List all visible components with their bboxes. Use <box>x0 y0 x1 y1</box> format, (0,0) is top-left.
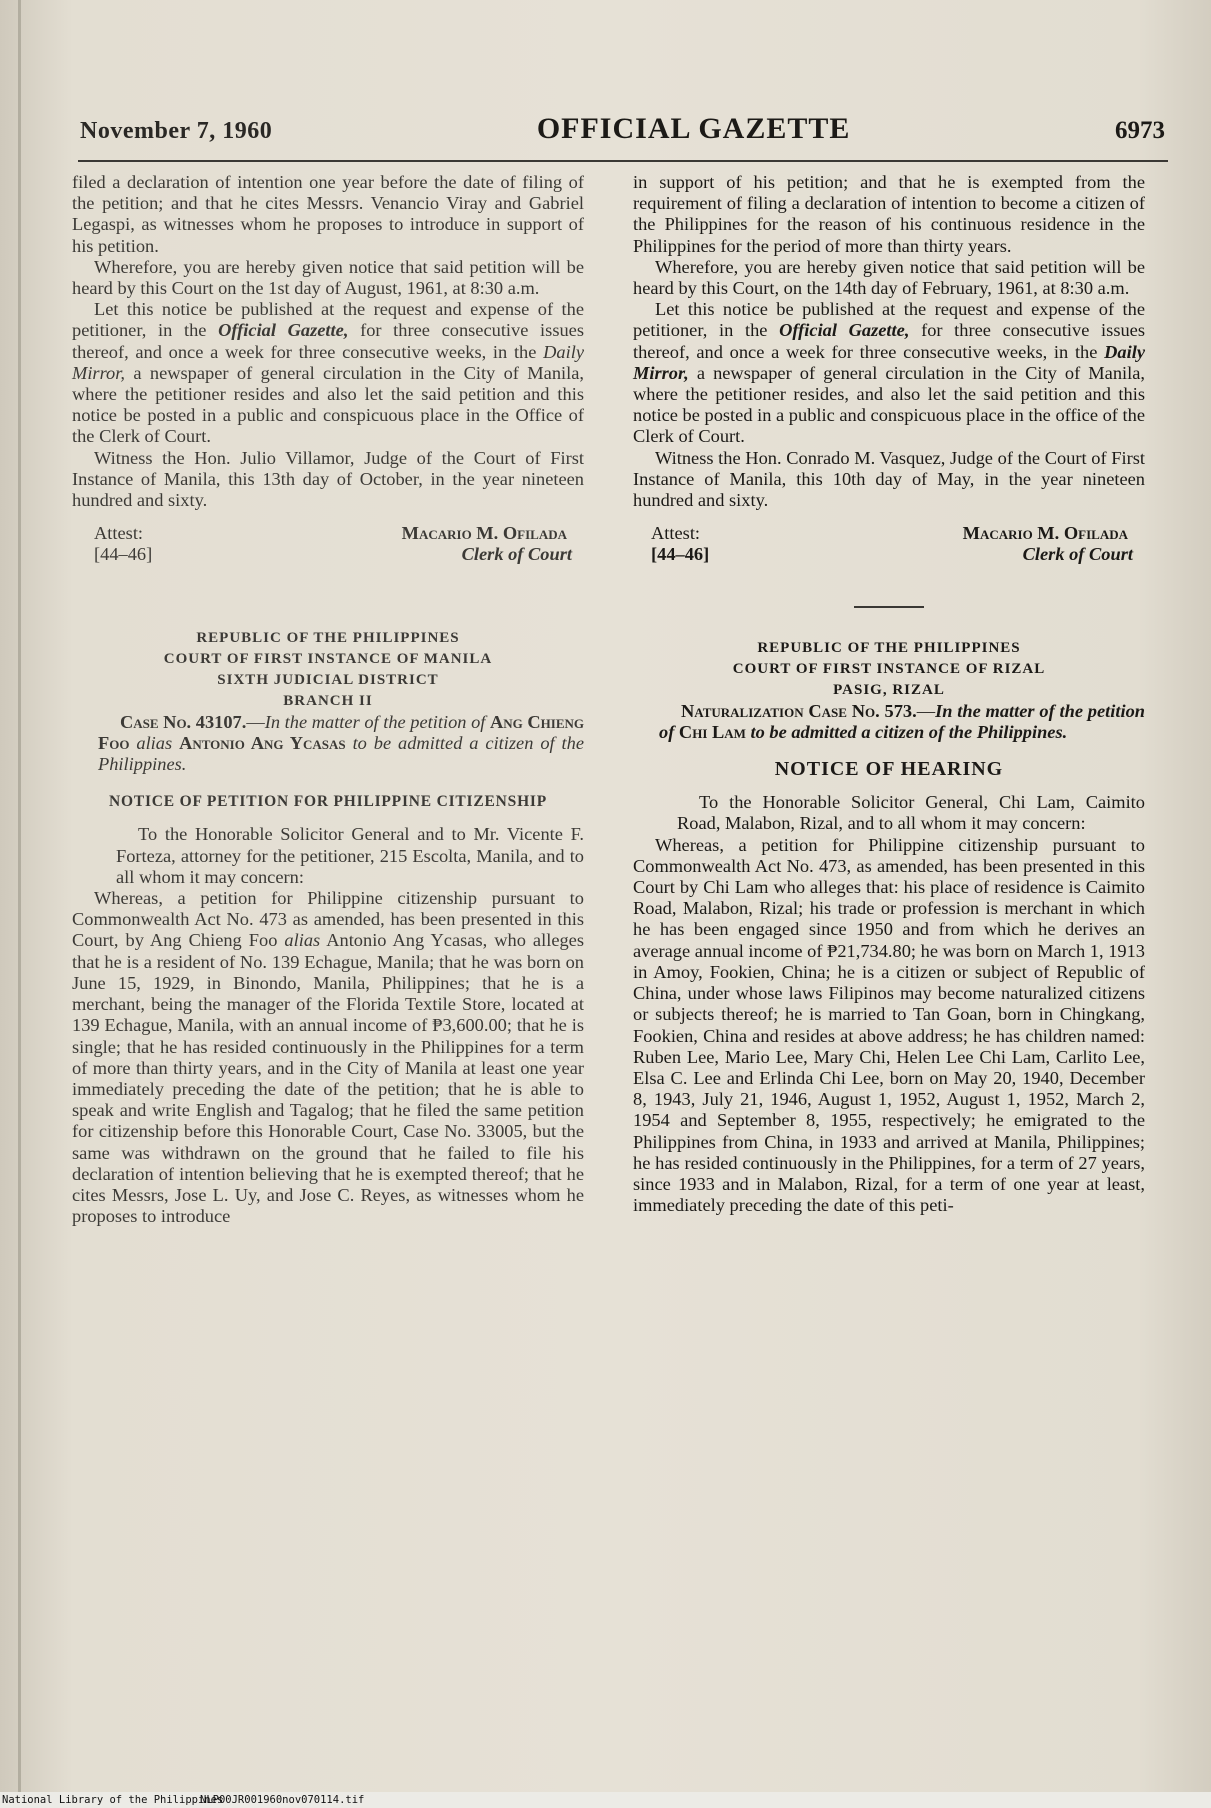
right-paragraph-4: Witness the Hon. Conrado M. Vasquez, Judge of the Court of First Instance of Manila, this 10th day of May, in the year nineteen hundred and sixty. <box>633 447 1145 511</box>
left-addressee: To the Honorable Solicitor General and to Mr. Vicente F. Forteza, attorney for the petitioner, 215 Escolta, Manila, and to all whom it may concern: <box>116 824 584 887</box>
right-paragraph-3: Let this notice be published at the request and expense of the petitioner, in the Official Gazette, for three consecutive issues thereof, and once a week for three consecutive weeks, in the Daily Mirror, a newspaper of general circulation in the City of Manila, where the petitioner resides, and also let the said petition and this notice be posted in a public and conspicuous place in the office of the Clerk of Court. <box>633 299 1145 447</box>
left-paragraph-2: Wherefore, you are hereby given notice that said petition will be heard by this Court on the 1st day of August, 1961, at 8:30 a.m. <box>72 256 584 299</box>
left-clerk-title: Clerk of Court <box>461 544 572 565</box>
left-paragraph-1: filed a declaration of intention one year before the date of filing of the petition; and that he cites Messrs. Venancio Viray and Gabriel Legaspi, as witnesses whom he proposes to introduce in support of his petition. <box>72 172 584 256</box>
right-paragraph-1: in support of his petition; and that he is exempted from the requirement of filing a declaration of intention to become a citizen of the Philippines for the reason of his continuous residence in the Philippines for the period of more than thirty years. <box>633 172 1145 256</box>
header-page-number: 6973 <box>1115 117 1165 144</box>
left-notice-title: NOTICE OF PETITION FOR PHILIPPINE CITIZENSHIP <box>108 793 548 811</box>
page-header <box>80 112 1165 156</box>
right-attest-label: Attest: <box>651 523 701 544</box>
right-caption-line-2: COURT OF FIRST INSTANCE OF RIZAL <box>732 660 1046 677</box>
left-paragraph-4: Witness the Hon. Julio Villamor, Judge of the Court of First Instance of Manila, this 13th day of October, in the year nineteen hundred and sixty. <box>72 447 584 511</box>
footer-file: NLP00JR001960nov070114.tif <box>200 1794 365 1806</box>
header-title: OFFICIAL GAZETTE <box>536 112 851 145</box>
right-clerk-name: Macario M. Ofilada <box>962 523 1128 544</box>
header-date: November 7, 1960 <box>80 118 273 144</box>
left-column <box>72 172 584 1227</box>
left-attest-ref: [44–46] <box>94 544 153 565</box>
footer-library: National Library of the Philippines <box>2 1794 224 1806</box>
right-column <box>633 172 1145 1216</box>
left-attest-block <box>72 523 584 565</box>
left-caption-line-3: SIXTH JUDICIAL DISTRICT <box>217 671 439 688</box>
left-caption <box>72 628 584 712</box>
right-attest-ref: [44–46] <box>651 544 710 565</box>
right-notice-title: NOTICE OF HEARING <box>774 758 1004 781</box>
scan-footer <box>0 1792 1211 1808</box>
right-paragraph-5: Whereas, a petition for Philippine citizenship pursuant to Commonwealth Act No. 473, as amended, has been presented in this Court by Chi Lam who alleges that: his place of residence is Caimito Road, Malabon, Rizal; his trade or profession is merchant in which he has been engaged since 1950 and from which he derives an average annual income of ₱21,734.80; he was born on March 1, 1913 in Amoy, Fookien, China; he is a citizen or subject of Republic of China, under whose laws Filipinos may become naturalized citizens or subjects thereof; he is married to Tan Goan, born in Chingkang, Fookien, China and resides at above address; he has children named: Ruben Lee, Mario Lee, Mary Chi, Helen Lee Chi Lam, Carlito Lee, Elsa C. Lee and Erlinda Chi Lee, born on May 20, 1940, December 8, 1943, July 21, 1946, August 1, 1952, August 1, 1952, March 2, 1954 and September 8, 1955, respectively; he emigrated to the Philippines from China, in 1933 and arrived at Manila, Philippines; he has resided continuously in the Philippines, for a term of 27 years, since 1933 and in Malabon, Rizal, for a term of one year at least, immediately preceding the date of this peti- <box>633 834 1145 1216</box>
left-attest-label: Attest: <box>94 523 144 544</box>
left-caption-line-2: COURT OF FIRST INSTANCE OF MANILA <box>163 650 493 667</box>
right-attest-block <box>633 523 1145 565</box>
page-spine-shadow <box>18 0 21 1800</box>
right-case-title: Naturalization Case No. 573.—In the matter of the petition of Chi Lam to be admitted a citizen of the Philippines. <box>659 700 1145 742</box>
left-clerk-name: Macario M. Ofilada <box>401 523 567 544</box>
right-paragraph-2: Wherefore, you are hereby given notice that said petition will be heard by this Court, on the 14th day of February, 1961, at 8:30 a.m. <box>633 256 1145 299</box>
right-clerk-title: Clerk of Court <box>1022 544 1133 565</box>
right-caption-line-1: REPUBLIC OF THE PHILIPPINES <box>757 639 1021 656</box>
left-caption-line-4: BRANCH II <box>283 692 373 709</box>
right-caption-line-3: PASIG, RIZAL <box>833 681 945 698</box>
right-addressee: To the Honorable Solicitor General, Chi Lam, Caimito Road, Malabon, Rizal, and to all whom it may concern: <box>677 792 1145 834</box>
right-section-rule <box>854 606 924 608</box>
left-paragraph-3: Let this notice be published at the request and expense of the petitioner, in the Official Gazette, for three consecutive issues thereof, and once a week for three consecutive weeks, in the Daily Mirror, a newspaper of general circulation in the City of Manila, where the petitioner resides and also let the said petition and this notice be posted in a public and conspicuous place in the Office of the Clerk of Court. <box>72 299 584 447</box>
left-caption-line-1: REPUBLIC OF THE PHILIPPINES <box>196 629 460 646</box>
header-rule <box>78 160 1168 162</box>
right-caption <box>633 638 1145 701</box>
left-paragraph-5: Whereas, a petition for Philippine citizenship pursuant to Commonwealth Act No. 473 as amended, has been presented in this Court, by Ang Chieng Foo alias Antonio Ang Ycasas, who alleges that he is a resident of No. 139 Echague, Manila; that he was born on June 15, 1929, in Binondo, Manila, Philippines; that he is a merchant, being the manager of the Florida Textile Store, located at 139 Echague, Manila, with an annual income of ₱3,600.00; that he is single; that he has resided continuously in the Philippines for a term of more than thirty years, and in the City of Manila at least one year immediately preceding the date of the petition; that he is able to speak and write English and Tagalog; that he filed the same petition for citizenship before this Honorable Court, Case No. 33005, but the same was withdrawn on the ground that he failed to file his declaration of intention believing that he is exempted thereof; that he cites Messrs, Jose L. Uy, and Jose C. Reyes, as witnesses whom he proposes to introduce <box>72 888 584 1227</box>
left-case-title: Case No. 43107.—In the matter of the petition of Ang Chieng Foo alias Antonio Ang Ycasas to be admitted a citizen of the Philippines. <box>98 711 585 775</box>
